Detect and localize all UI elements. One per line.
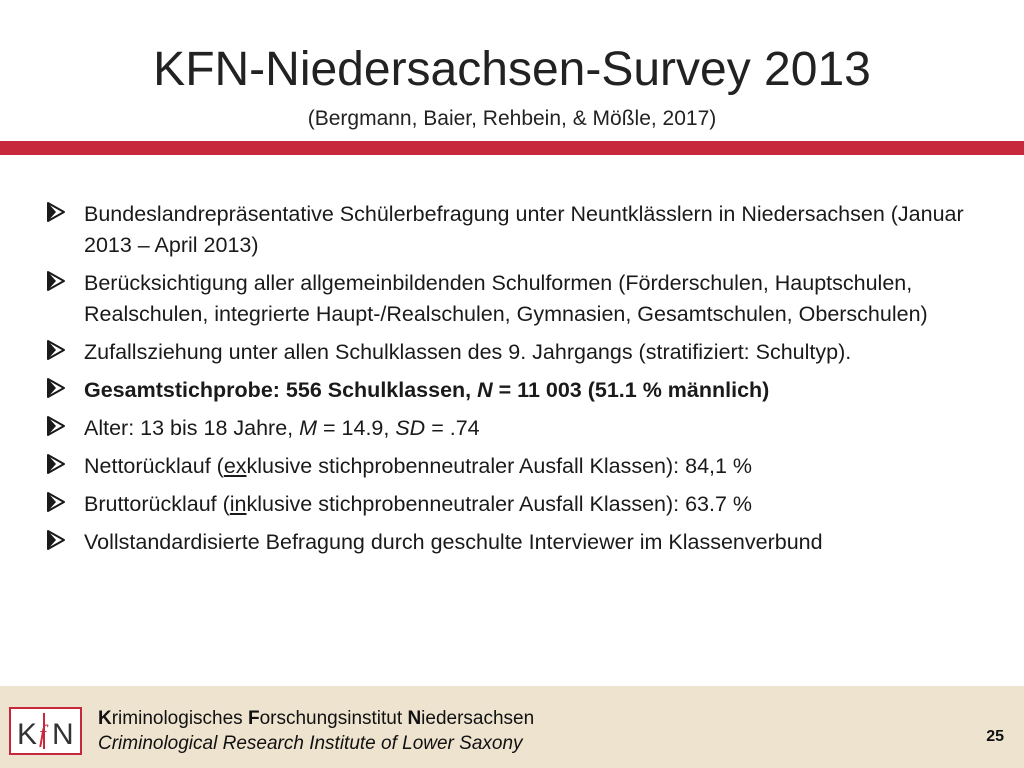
bullet-item <box>46 413 1006 444</box>
bullet-text: Bruttorücklauf (inklusive stichprobenneutraler Ausfall Klassen): 63.7 % <box>84 492 753 516</box>
arrow-bullet-icon <box>46 527 84 551</box>
bullet-item <box>46 451 1006 482</box>
institute-name-de: Kriminologisches Forschungsinstitut Niedersachsen <box>98 708 535 729</box>
arrow-bullet-icon <box>46 199 84 223</box>
slide-subtitle: (Bergmann, Baier, Rehbein, & Mößle, 2017) <box>307 107 717 130</box>
arrow-bullet-icon <box>46 413 84 437</box>
arrow-bullet-icon <box>46 268 84 292</box>
bullet-text: Berücksichtigung aller allgemeinbildenden Schulformen (Förderschulen, Hauptschulen, Realschulen, integrierte Haupt-/Realschulen, Gymnasien, Gesamtschulen, Oberschulen) <box>84 271 928 326</box>
bullet-text: Alter: 13 bis 18 Jahre, M = 14.9, SD = .74 <box>84 416 480 440</box>
arrow-bullet-icon <box>46 451 84 475</box>
bullet-text: Bundeslandrepräsentative Schülerbefragung unter Neuntklässlern in Niedersachsen (Januar 2013 – April 2013) <box>84 202 964 257</box>
bullet-item <box>46 337 1006 368</box>
footer-bar <box>0 686 1024 768</box>
arrow-bullet-icon <box>46 489 84 513</box>
logo-letter-f: f <box>39 722 46 748</box>
title-divider-bar <box>0 141 1024 155</box>
bullet-item <box>46 489 1006 520</box>
logo-letter-k: K <box>17 718 38 751</box>
bullet-text: Gesamtstichprobe: 556 Schulklassen, N = 11 003 (51.1 % männlich) <box>84 378 770 402</box>
bullet-item <box>46 268 1006 330</box>
bullet-text: Nettorücklauf (exklusive stichprobenneutraler Ausfall Klassen): 84,1 % <box>84 454 753 478</box>
bullet-item-highlighted <box>46 375 1006 406</box>
bullet-item <box>46 527 1006 558</box>
arrow-bullet-icon <box>46 375 84 399</box>
bullet-text: Vollstandardisierte Befragung durch geschulte Interviewer im Klassenverbund <box>84 530 823 554</box>
kfn-logo <box>9 707 82 755</box>
bullet-list <box>46 199 1006 565</box>
logo-letter-n: N <box>52 718 74 751</box>
arrow-bullet-icon <box>46 337 84 361</box>
institute-name-en: Criminological Research Institute of Lower Saxony <box>98 733 523 754</box>
page-number: 25 <box>986 728 1004 745</box>
bullet-item <box>46 199 1006 261</box>
slide-title: KFN-Niedersachsen-Survey 2013 <box>153 43 871 96</box>
bullet-text: Zufallsziehung unter allen Schulklassen des 9. Jahrgangs (stratifiziert: Schultyp). <box>84 340 852 364</box>
